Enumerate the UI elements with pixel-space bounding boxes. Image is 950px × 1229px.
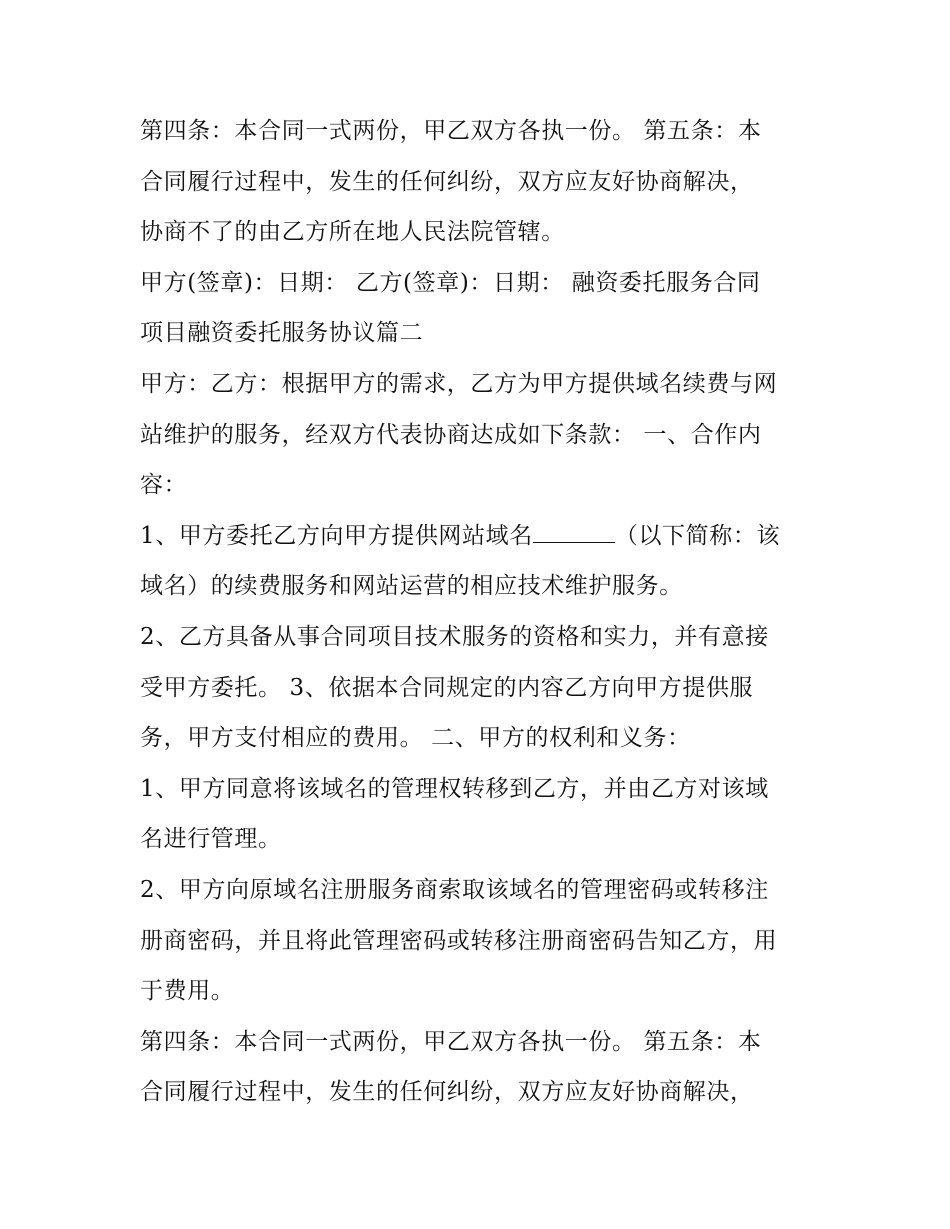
text-line: 项目融资委托服务协议篇二 xyxy=(140,320,424,347)
text-line: 第四条：本合同一式两份，甲乙双方各执一份。 第五条：本 xyxy=(140,1028,762,1055)
text-line: 务，甲方支付相应的费用。 二、甲方的权利和义务： xyxy=(140,725,691,752)
text-line: 名进行管理。 xyxy=(140,826,282,853)
text-line: 协商不了的由乙方所在地人民法院管辖。 xyxy=(140,219,565,246)
text-segment: （以下简称：该 xyxy=(614,522,781,549)
text-line: 册商密码，并且将此管理密码或转移注册商密码告知乙方，用 xyxy=(140,927,778,954)
text-line: 2、甲方向原域名注册服务商索取该域名的管理密码或转移注 xyxy=(140,876,769,903)
fill-in-blank xyxy=(533,524,615,543)
text-line-with-blank xyxy=(140,511,820,562)
text-line: 第四条：本合同一式两份，甲乙双方各执一份。 第五条：本 xyxy=(140,118,762,144)
document-body xyxy=(140,106,820,1118)
text-line: 2、乙方具备从事合同项目技术服务的资格和实力，并有意接 xyxy=(140,623,769,650)
text-line: 域名）的续费服务和网站运营的相应技术维护服务。 xyxy=(140,573,683,600)
text-line: 站维护的服务，经双方代表协商达成如下条款： 一、合作内 xyxy=(140,421,762,448)
text-segment: 1、甲方委托乙方向甲方提供网站域名 xyxy=(140,522,533,549)
text-line: 合同履行过程中，发生的任何纠纷，双方应友好协商解决， xyxy=(140,1079,754,1106)
text-line: 受甲方委托。 3、依据本合同规定的内容乙方向甲方提供服 xyxy=(140,674,754,701)
text-line: 容： xyxy=(140,472,188,499)
text-line: 1、甲方同意将该域名的管理权转移到乙方，并由乙方对该域 xyxy=(140,775,769,802)
text-line: 合同履行过程中，发生的任何纠纷，双方应友好协商解决， xyxy=(140,168,754,195)
text-line: 于费用。 xyxy=(140,978,235,1005)
text-line: 甲方：乙方：根据甲方的需求，乙方为甲方提供域名续费与网 xyxy=(140,370,778,397)
text-line: 甲方(签章)：日期： 乙方(签章)：日期： 融资委托服务合同 xyxy=(140,269,761,296)
